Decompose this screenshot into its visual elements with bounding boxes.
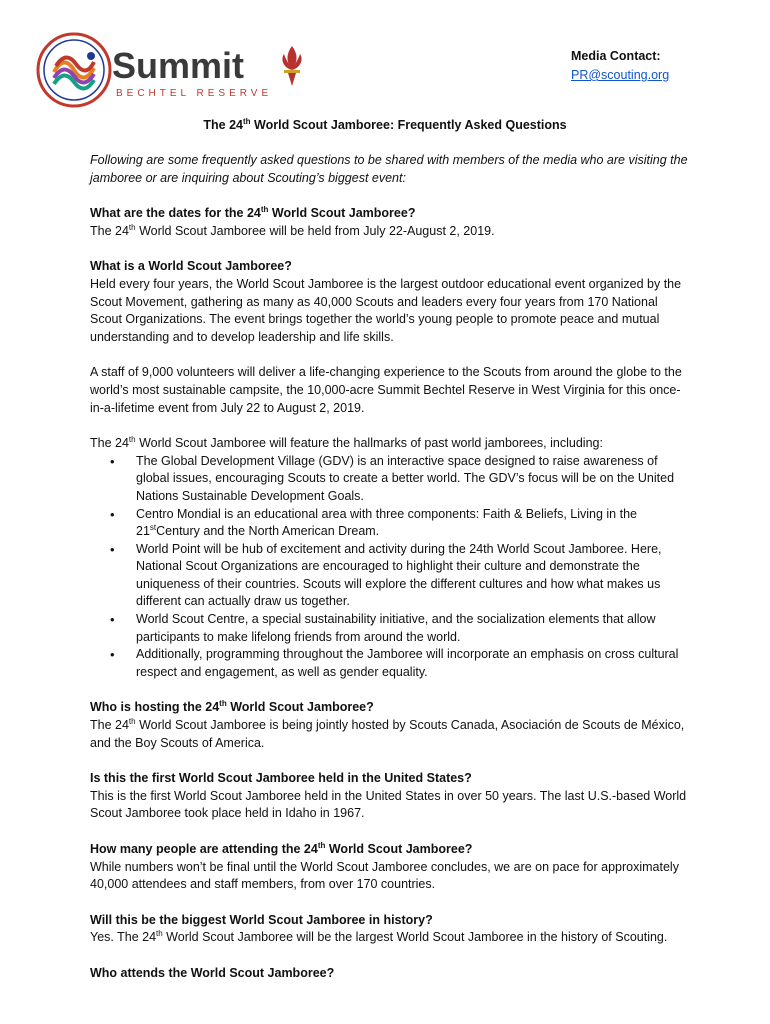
brand-subtext: BECHTEL RESERVE (116, 88, 273, 99)
staff-paragraph-block (90, 364, 690, 417)
summit-logo (36, 32, 308, 108)
question-heading: Who is hosting the 24th World Scout Jamboree? (90, 699, 374, 715)
question-heading: What are the dates for the 24th World Scout Jamboree? (90, 205, 416, 221)
answer-paragraph: A staff of 9,000 volunteers will deliver a life-changing experience to the Scouts from around the globe to the world’s most sustainable campsite, the 10,000-acre Summit Bechtel Reserve in West Virginia for this once-in-a-lifetime event from July 22 to August 2, 2019. (90, 365, 682, 415)
faq-item-biggest (90, 912, 690, 947)
title-sup: th (243, 116, 251, 126)
faq-item-who-attends (90, 965, 690, 983)
answer-paragraph: Yes. The 24th World Scout Jamboree will be the largest World Scout Jamboree in the history of Scouting. (90, 929, 668, 945)
title-text: The 24 (203, 118, 243, 132)
hallmarks-block (90, 435, 690, 681)
list-item: • Additionally, programming throughout the Jamboree will incorporate an emphasis on cross cultural respect and engagement, as well as gender equality. (136, 646, 690, 681)
question-heading: Will this be the biggest World Scout Jamboree in history? (90, 912, 433, 927)
hallmarks-intro: The 24th World Scout Jamboree will feature the hallmarks of past world jamborees, including: (90, 434, 603, 451)
media-contact-email-link[interactable]: PR@scouting.org (571, 68, 670, 82)
answer-paragraph: The 24th World Scout Jamboree will be held from July 22-August 2, 2019. (90, 222, 495, 238)
list-item: • Centro Mondial is an educational area with three components: Faith & Beliefs, Living in the 21stCentury and the North American Dream. (136, 506, 690, 541)
jamboree-seal-icon (36, 32, 308, 108)
answer-paragraph: The 24th World Scout Jamboree is being jointly hosted by Scouts Canada, Asociación de Scouts de México, and the Boy Scouts of America. (90, 716, 685, 750)
media-contact (571, 47, 669, 85)
title-text-end: World Scout Jamboree: Frequently Asked Questions (250, 118, 567, 132)
fleur-de-lis-icon (282, 46, 301, 86)
intro-paragraph: Following are some frequently asked questions to be shared with members of the media who are visiting the jamboree or are inquiring about Scouting’s biggest event: (90, 153, 688, 185)
answer-paragraph: While numbers won’t be final until the World Scout Jamboree concludes, we are on pace for approximately 40,000 attendees and staff members, from over 170 countries. (90, 859, 679, 892)
question-heading: How many people are attending the 24th World Scout Jamboree? (90, 840, 473, 856)
brand-text: Summit (112, 45, 245, 86)
media-contact-label: Media Contact: (571, 49, 661, 63)
answer-paragraph: Held every four years, the World Scout Jamboree is the largest outdoor educational event organized by the Scout Movement, gathering as many as 40,000 Scouts and leaders every four years from 170 National Scout Organizations. The event brings together the world’s young people to promote peace and mutual understanding and to develop leadership and life skills. (90, 276, 682, 344)
hallmarks-list (90, 453, 690, 682)
faq-item-what-is (90, 258, 690, 346)
faq-item-dates (90, 205, 690, 240)
list-item: • The Global Development Village (GDV) is an interactive space designed to raise awareness of global issues, encouraging Scouts to create a better world. The GDV’s focus will be on the United Nations Sustainable Development Goals. (136, 453, 690, 506)
faq-content (90, 152, 690, 1001)
faq-item-first-in-us (90, 770, 690, 823)
document-title (0, 118, 770, 132)
list-item: • World Point will be hub of excitement and activity during the 24th World Scout Jamboree. Here, National Scout Organizations are encouraged to highlight their culture and demonstrate the uniqueness of their countries. Scouts will explore the different cultures and how what makes us different can actually draw us together. (136, 541, 690, 611)
list-item: • World Scout Centre, a special sustainability initiative, and the socialization elements that allow participants to make lifelong friends from around the world. (136, 611, 690, 646)
answer-paragraph: This is the first World Scout Jamboree held in the United States in over 50 years. The last U.S.-based World Scout Jamboree took place held in Idaho in 1967. (90, 788, 687, 821)
question-heading: Is this the first World Scout Jamboree held in the United States? (90, 771, 472, 786)
question-heading: Who attends the World Scout Jamboree? (90, 965, 335, 980)
question-heading: What is a World Scout Jamboree? (90, 259, 292, 274)
faq-item-attendance (90, 841, 690, 894)
faq-item-hosting (90, 699, 690, 752)
